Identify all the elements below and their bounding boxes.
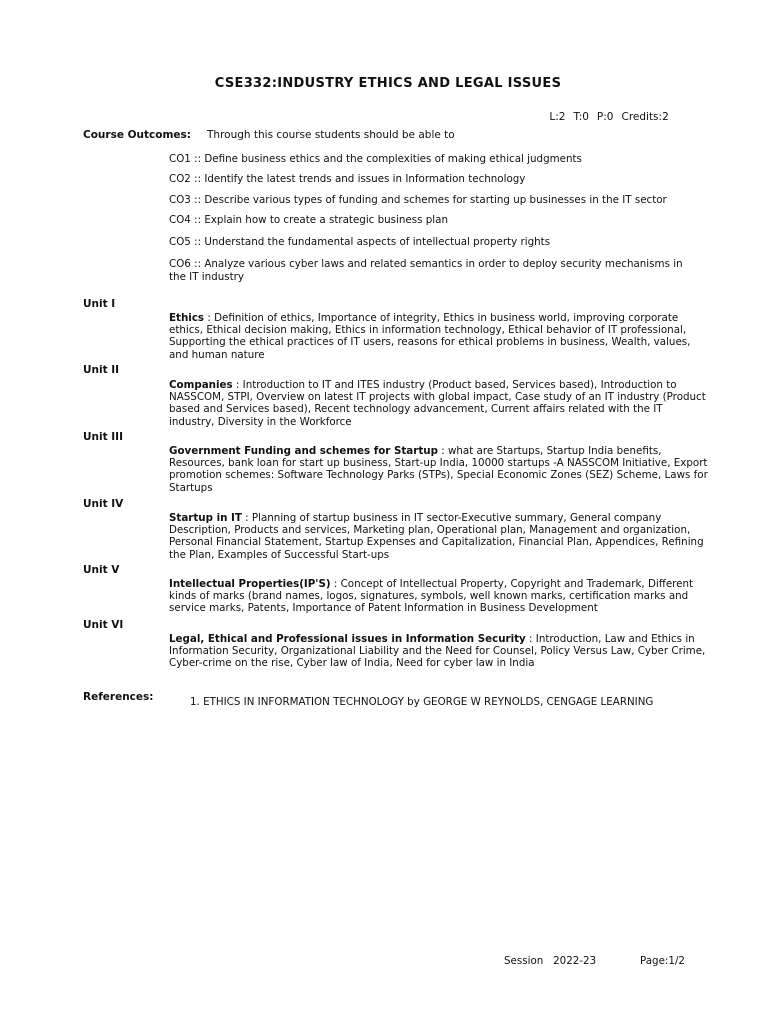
unit-3-label: Unit III [83,431,123,443]
unit-1-heading: Ethics [169,312,205,324]
lecture-hours: L:2 [549,111,566,123]
course-title: CSE332:INDUSTRY ETHICS AND LEGAL ISSUES [214,76,562,91]
practical-hours: P:0 [596,111,614,123]
course-outcome-5: CO5 :: Understand the fundamental aspects of intellectual property rights [169,236,551,248]
unit-4-label: Unit IV [83,498,124,510]
unit-1-content: Ethics : Definition of ethics, Importance of integrity, Ethics in business world, improving corporate ethics, Ethical decision making, Ethics in information technology, Ethical behavior of IT professional, Supporting the ethical practices of IT users, reasons for ethical problems in business, Wealth, values, and human nature [169,312,691,361]
unit-2-label: Unit II [83,364,120,376]
unit-2-content: Companies : Introduction to IT and ITES industry (Product based, Services based), Introduction to NASSCOM, STPI, Overview on latest IT projects with global impact, Case study of an IT industry (Product based and Services based), Recent technology advancement, Current affairs related with the IT industry, Diversity in the Workforce [169,379,706,428]
unit-1-label: Unit I [83,298,116,310]
unit-5-label: Unit V [83,564,120,576]
unit-5-content: Intellectual Properties(IP'S) : Concept of Intellectual Property, Copyright and Trademark, Different kinds of marks (brand names, logos, signatures, symbols, well known marks, certification marks and service marks, Patents, Importance of Patent Information in Business Development [169,578,694,615]
course-outcomes-label: Course Outcomes: [83,129,191,141]
credit-count: Credits:2 [621,111,669,123]
course-outcome-6: CO6 :: Analyze various cyber laws and related semantics in order to deploy security mechanisms in the IT industry [169,258,683,283]
page-number: Page:1/2 [640,955,685,967]
reference-item: 1. ETHICS IN INFORMATION TECHNOLOGY by GEORGE W REYNOLDS, CENGAGE LEARNING [190,696,654,708]
course-outcome-3: CO3 :: Describe various types of funding and schemes for starting up businesses in the IT sector [169,194,667,206]
unit-6-content: Legal, Ethical and Professional issues in Information Security : Introduction, Law and Ethics in Information Security, Organizational Liability and the Need for Counsel, Policy Versus Law, Cyber Crime, Cyber-crime on the rise, Cyber law of India, Need for cyber law in India [169,633,706,670]
unit-3-content: Government Funding and schemes for Startup : what are Startups, Startup India benefits, Resources, bank loan for start up business, Start-up India, 10000 startups -A NASSCOM Initiative, Export promotion schemes: Software Technology Parks (STPs), Special Economic Zones (SEZ) Scheme, Laws for Startups [169,445,708,494]
unit-3-heading: Government Funding and schemes for Startup [169,445,438,457]
unit-6-description: Introduction, Law and Ethics in Information Security, Organizational Liability and the Need for Counsel, Policy Versus Law, Cyber Crime, Cyber-crime on the rise, Cyber law of India, Need for cyber law in India [169,633,706,670]
unit-3-description: what are Startups, Startup India benefits, Resources, bank loan for start up business, Start-up India, 10000 startups -A NASSCOM Initiative, Export promotion schemes: Software Technology Parks (STPs), Special Economic Zones (SEZ) Scheme, Laws for Startups [169,445,708,494]
unit-1-description: Definition of ethics, Importance of integrity, Ethics in business world, improving corporate ethics, Ethical decision making, Ethics in information technology, Ethical behavior of IT professional, Supporting the ethical practices of IT users, reasons for ethical problems in business, Wealth, values, and human nature [169,312,691,361]
course-outcome-4: CO4 :: Explain how to create a strategic business plan [169,214,449,226]
references-label: References: [83,691,154,703]
session-label: Session 2022-23 [504,955,597,967]
unit-2-heading: Companies [169,379,233,391]
course-outcomes-intro: Through this course students should be able to [207,129,455,141]
unit-6-label: Unit VI [83,619,124,631]
tutorial-hours: T:0 [573,111,589,123]
unit-4-description: Planning of startup business in IT sector-Executive summary, General company Description, Products and services, Marketing plan, Operational plan, Management and organization, Personal Financial Statement, Startup Expenses and Capitalization, Financial Plan, Appendices, Refining the Plan, Examples of Successful Start-ups [169,512,704,561]
unit-5-description: Concept of Intellectual Property, Copyright and Trademark, Different kinds of marks (brand names, logos, signatures, symbols, well known marks, certification marks and service marks, Patents, Importance of Patent Information in Business Development [169,578,694,615]
credits-line [536,99,677,135]
unit-6-heading: Legal, Ethical and Professional issues in Information Security [169,633,526,645]
course-outcome-2: CO2 :: Identify the latest trends and issues in Information technology [169,173,526,185]
unit-2-description: Introduction to IT and ITES industry (Product based, Services based), Introduction to NASSCOM, STPI, Overview on latest IT projects with global impact, Case study of an IT industry (Product based and Services based), Recent technology advancement, Current affairs related with the IT industry, Diversity in the Workforce [169,379,706,428]
course-outcome-1: CO1 :: Define business ethics and the complexities of making ethical judgments [169,153,582,165]
unit-5-heading: Intellectual Properties(IP'S) [169,578,331,590]
unit-4-content: Startup in IT : Planning of startup business in IT sector-Executive summary, General company Description, Products and services, Marketing plan, Operational plan, Management and organization, Personal Financial Statement, Startup Expenses and Capitalization, Financial Plan, Appendices, Refining the Plan, Examples of Successful Start-ups [169,512,704,561]
unit-4-heading: Startup in IT [169,512,242,524]
